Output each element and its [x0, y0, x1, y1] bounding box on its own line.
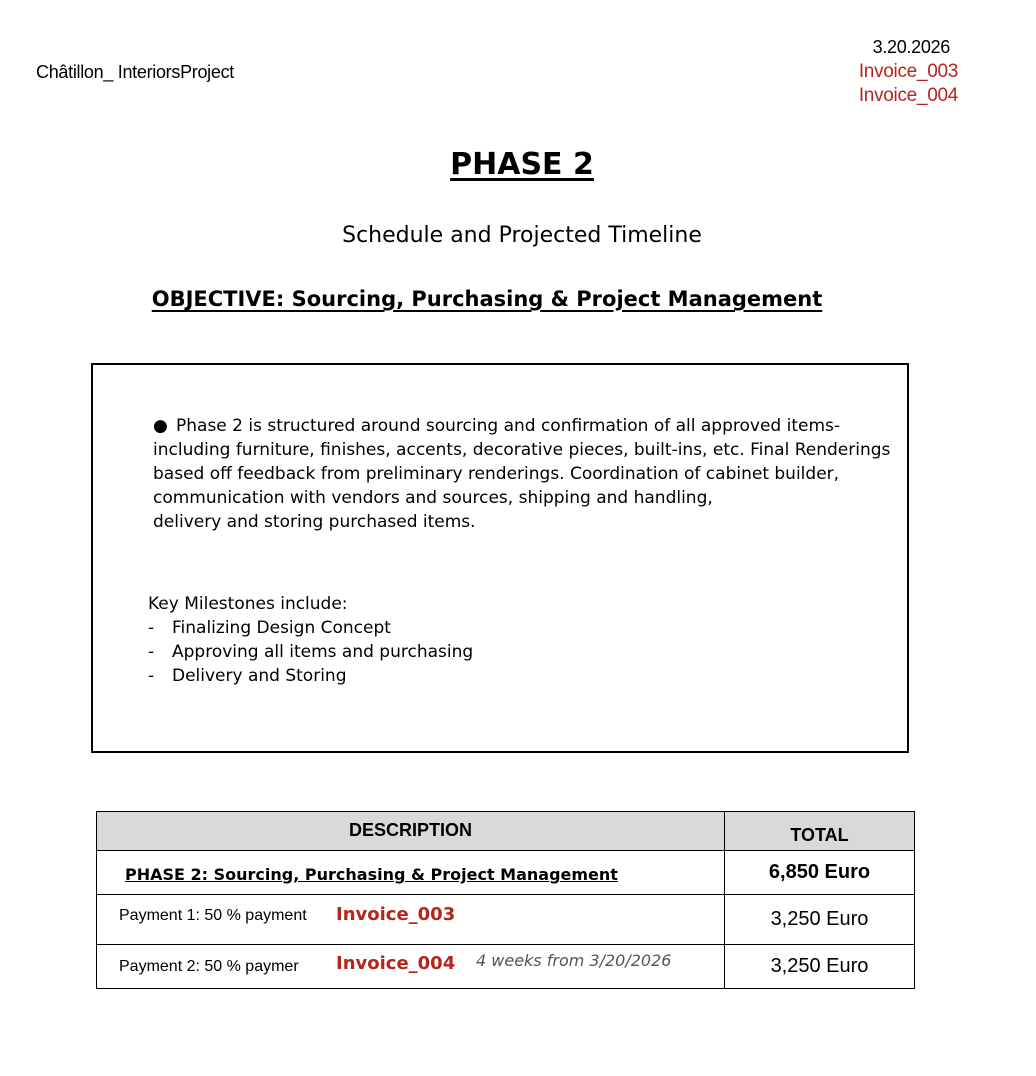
- objective-heading: OBJECTIVE: Sourcing, Purchasing & Project Management: [151, 287, 823, 311]
- dash-icon: -: [148, 642, 155, 662]
- description-header: DESCRIPTION: [97, 812, 725, 851]
- description-text: Phase 2 is structured around sourcing and confirmation of all approved items-: [176, 416, 841, 436]
- bullet-icon: ●: [153, 416, 168, 436]
- dash-icon: -: [148, 618, 155, 638]
- invoice-reference-004: Invoice_004: [858, 85, 958, 106]
- page-title: PHASE 2: [450, 147, 594, 182]
- table-row: [97, 851, 915, 895]
- milestone-text: Delivery and Storing: [172, 666, 347, 686]
- dash-icon: -: [148, 666, 155, 686]
- project-name: Châtillon_ InteriorsProject: [36, 62, 234, 82]
- payment-label: Payment 1: 50 % payment: [119, 907, 307, 924]
- document-date: 3.20.2026: [872, 37, 950, 57]
- phase-description-label: PHASE 2: Sourcing, Purchasing & Project Management: [125, 865, 618, 884]
- invoice-reference-003: Invoice_003: [858, 61, 958, 82]
- phase-description: [153, 414, 891, 534]
- description-line: communication with vendors and sources, shipping and handling,: [153, 488, 713, 508]
- milestones-label: Key Milestones include:: [148, 594, 348, 614]
- milestone-text: Finalizing Design Concept: [172, 618, 391, 638]
- milestone-item: [148, 618, 391, 638]
- milestone-item: [148, 642, 473, 662]
- payment-description-cell: [97, 945, 725, 989]
- payment-total: 3,250 Euro: [725, 945, 915, 989]
- total-header: TOTAL: [725, 812, 915, 851]
- description-line: delivery and storing purchased items.: [153, 512, 476, 532]
- fee-table: [96, 811, 915, 989]
- payment-description-cell: [97, 895, 725, 945]
- payment-invoice: Invoice_003: [336, 904, 456, 925]
- payment-label: Payment 2: 50 % paymer: [119, 958, 299, 975]
- description-line: including furniture, finishes, accents, decorative pieces, built-ins, etc. Final Renderings: [153, 440, 891, 460]
- table-header-row: [97, 812, 915, 851]
- milestone-text: Approving all items and purchasing: [172, 642, 474, 662]
- table-row: [97, 895, 915, 945]
- page-subtitle: Schedule and Projected Timeline: [342, 223, 702, 248]
- phase-total: 6,850 Euro: [725, 851, 915, 895]
- payment-due-note: 4 weeks from 3/20/2026: [476, 951, 672, 970]
- milestone-item: [148, 666, 347, 686]
- payment-total: 3,250 Euro: [725, 895, 915, 945]
- description-line: [153, 414, 873, 438]
- phase-description-cell: [97, 851, 725, 895]
- payment-invoice: Invoice_004: [336, 953, 456, 974]
- table-row: [97, 945, 915, 989]
- description-line: based off feedback from preliminary renderings. Coordination of cabinet builder,: [153, 464, 840, 484]
